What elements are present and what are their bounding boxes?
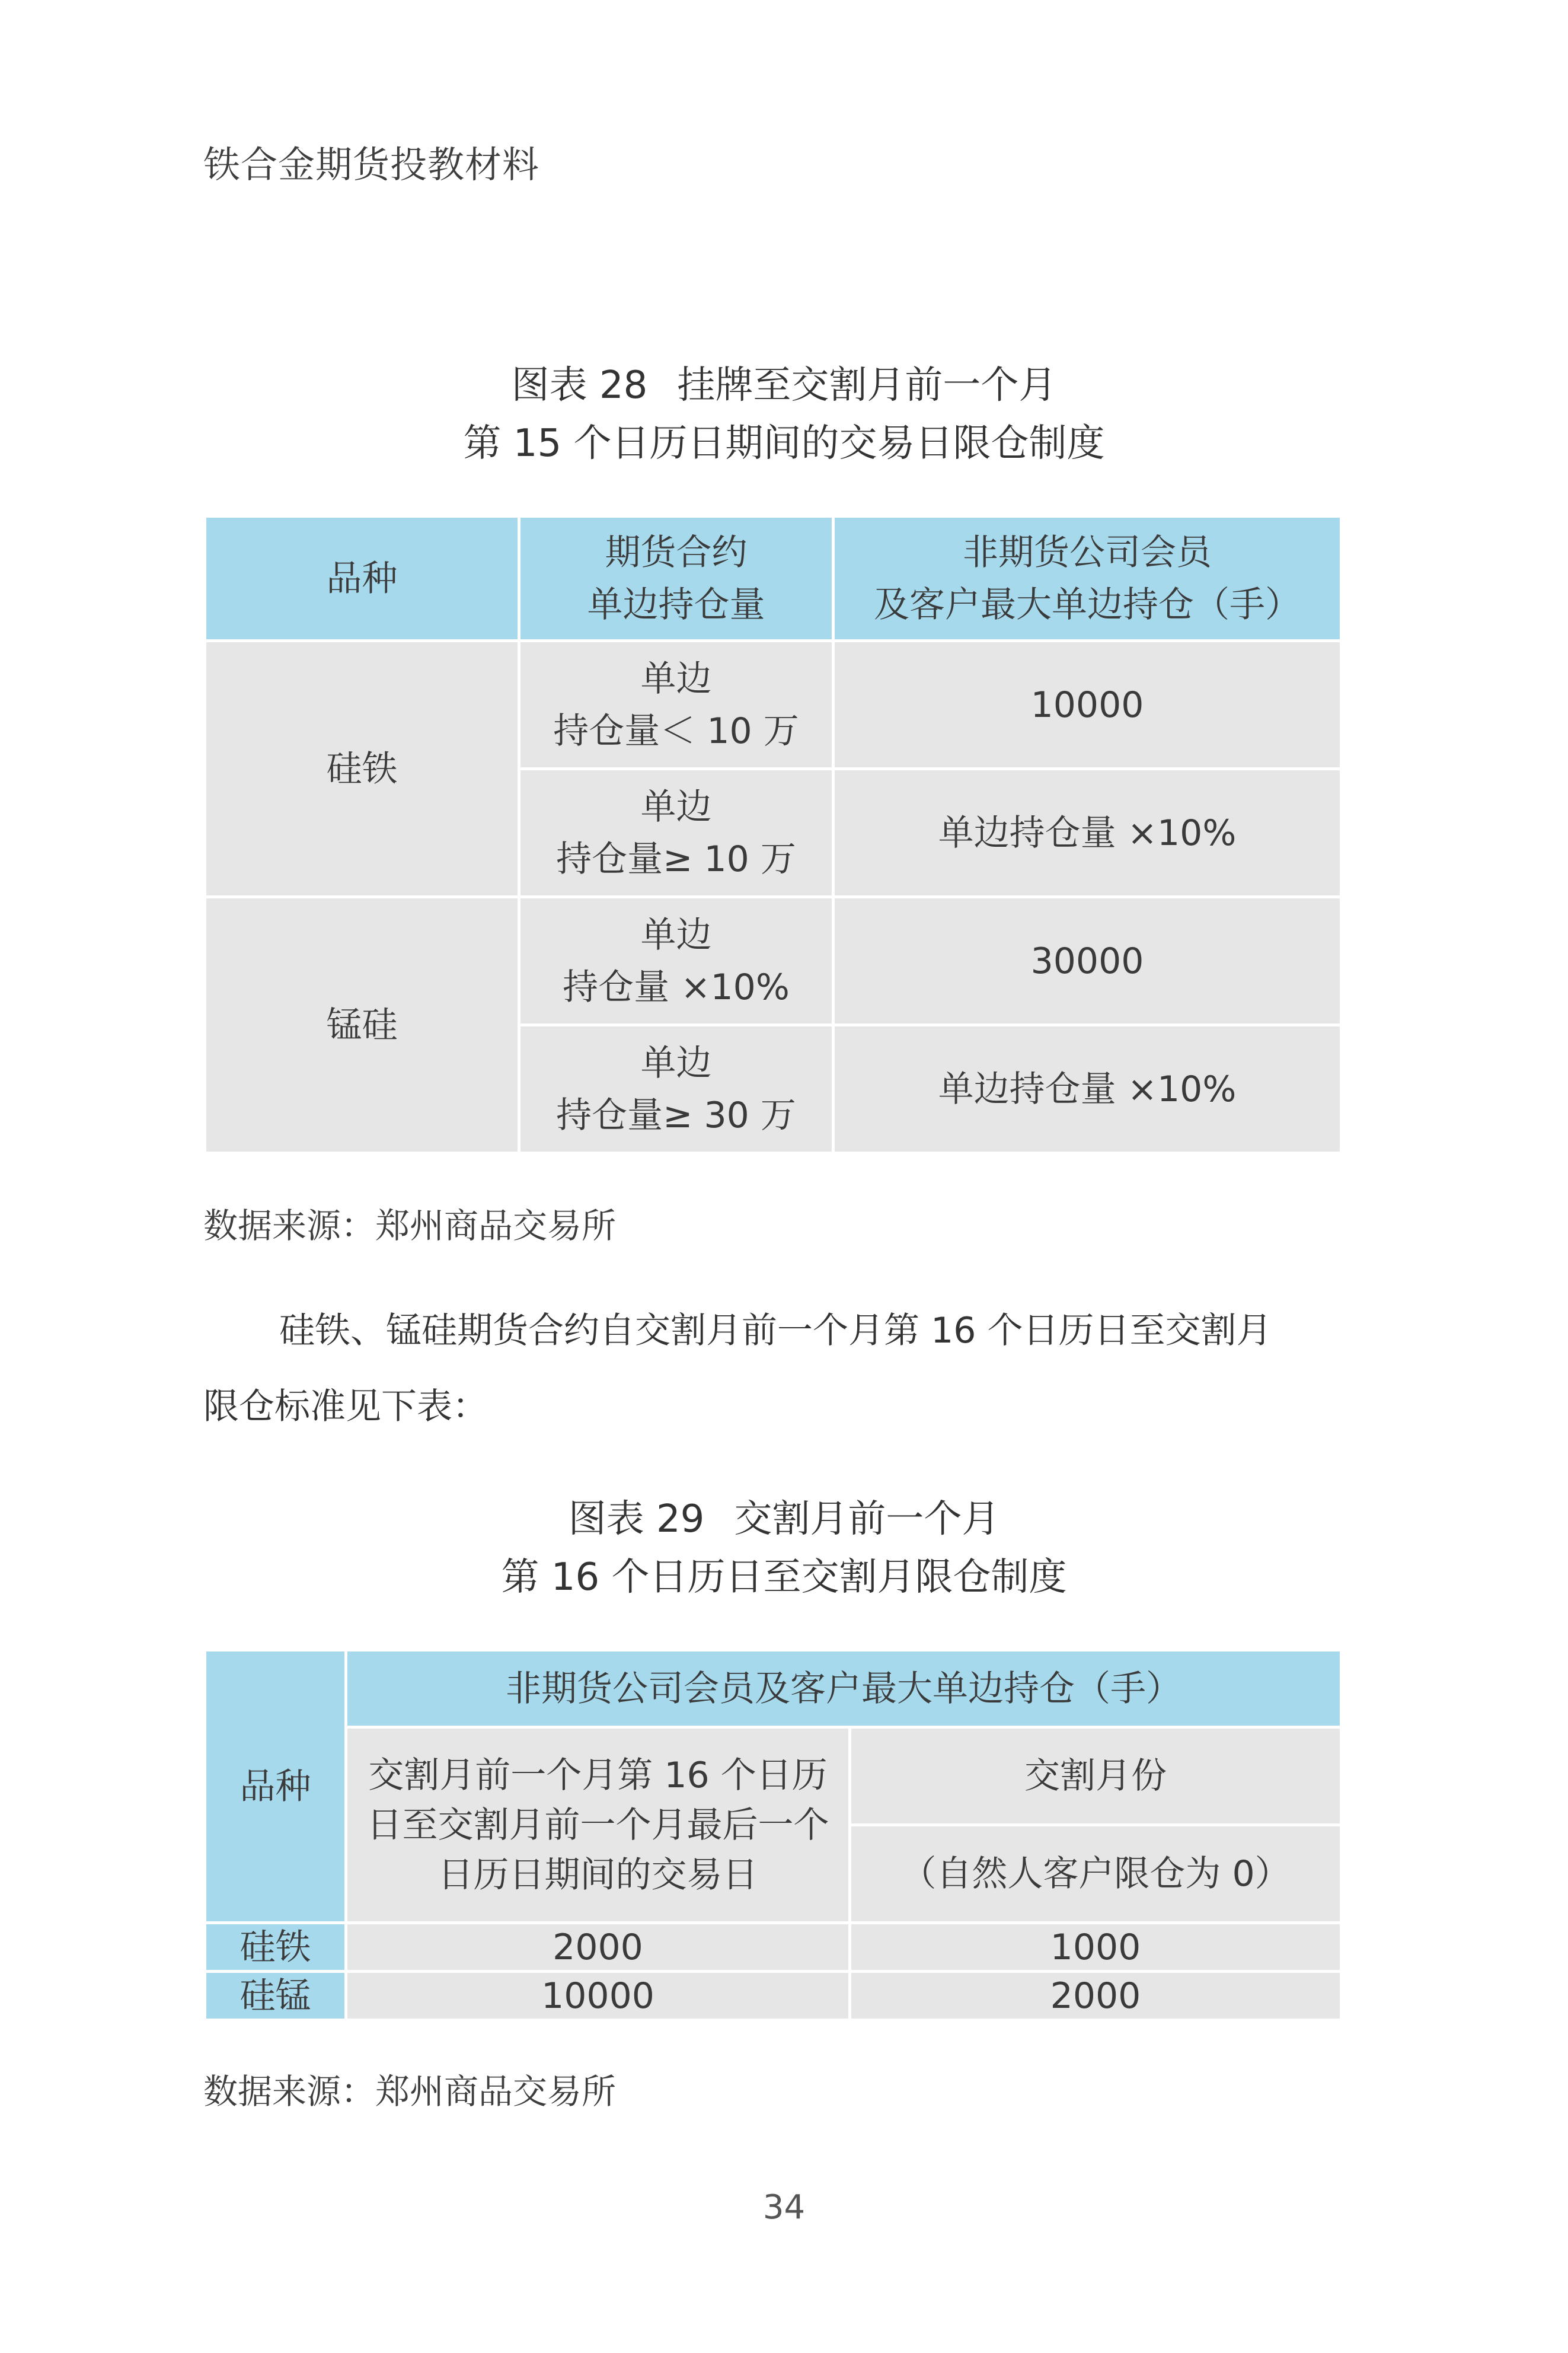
table1-variety-cell: 锰硅	[205, 897, 519, 1153]
table2-header-row	[205, 1650, 1342, 1727]
table1-limit-cell: 单边持仓量 ×10%	[834, 1025, 1342, 1153]
table2-header-group: 非期货公司会员及客户最大单边持仓（手）	[346, 1650, 1342, 1727]
table1-header-limit: 非期货公司会员 及客户最大单边持仓（手）	[834, 516, 1342, 641]
table-row	[205, 1923, 1342, 1972]
table1-source: 数据来源：郑州商品交易所	[203, 1206, 617, 1246]
table1-condition-cell: 单边 持仓量＜ 10 万	[519, 641, 834, 769]
table1-condition-cell: 单边 持仓量 ×10%	[519, 897, 834, 1025]
table2-header-delivery-month: 交割月份	[850, 1727, 1342, 1825]
table1-limit-cell: 单边持仓量 ×10%	[834, 769, 1342, 897]
table1-limit-cell: 10000	[834, 641, 1342, 769]
table1-header-position: 期货合约 单边持仓量	[519, 516, 834, 641]
table2-caption-label: 图表 29	[568, 1497, 705, 1541]
page-number: 34	[762, 2188, 806, 2227]
table1-caption-label: 图表 28	[511, 364, 648, 407]
table1-caption-line2: 第 15 个日历日期间的交易日限仓制度	[463, 422, 1105, 466]
table1-caption-line1	[0, 356, 1568, 415]
table1-header-row	[205, 516, 1342, 641]
table2-caption-title: 交割月前一个月	[734, 1497, 1000, 1541]
table-row	[205, 1972, 1342, 2020]
table2-delivery-cell: 2000	[850, 1972, 1342, 2020]
table2-header-delivery-note: （自然人客户限仓为 0）	[850, 1825, 1342, 1923]
position-limit-table-2	[203, 1649, 1343, 2022]
table-row	[205, 641, 1342, 769]
table2-period-cell: 10000	[346, 1972, 850, 2020]
paragraph-line1: 硅铁、锰硅期货合约自交割月前一个月第 16 个日历日至交割月	[279, 1310, 1272, 1351]
body-paragraph	[203, 1293, 1340, 1445]
table2-delivery-cell: 1000	[850, 1923, 1342, 1972]
table1-condition-cell: 单边 持仓量≥ 30 万	[519, 1025, 834, 1153]
table1-header-variety: 品种	[205, 516, 519, 641]
table2-subheader-row	[205, 1727, 1342, 1825]
table2-period-cell: 2000	[346, 1923, 850, 1972]
table2-header-period: 交割月前一个月第 16 个日历 日至交割月前一个月最后一个 日历日期间的交易日	[346, 1727, 850, 1923]
paragraph-line2: 限仓标准见下表：	[203, 1386, 488, 1427]
table2-variety-cell: 硅铁	[205, 1923, 346, 1972]
table1-caption-title: 挂牌至交割月前一个月	[677, 364, 1057, 407]
table2-caption-line1	[0, 1490, 1568, 1549]
table2-variety-cell: 硅锰	[205, 1972, 346, 2020]
position-limit-table-1	[203, 515, 1343, 1155]
table2-caption-line2: 第 16 个日历日至交割月限仓制度	[501, 1555, 1067, 1599]
table1-condition-cell: 单边 持仓量≥ 10 万	[519, 769, 834, 897]
table1-limit-cell: 30000	[834, 897, 1342, 1025]
table2-source: 数据来源：郑州商品交易所	[203, 2071, 617, 2112]
table-row	[205, 897, 1342, 1025]
table1-variety-cell: 硅铁	[205, 641, 519, 897]
running-header: 铁合金期货投教材料	[203, 143, 540, 186]
table2-header-variety: 品种	[205, 1650, 346, 1923]
